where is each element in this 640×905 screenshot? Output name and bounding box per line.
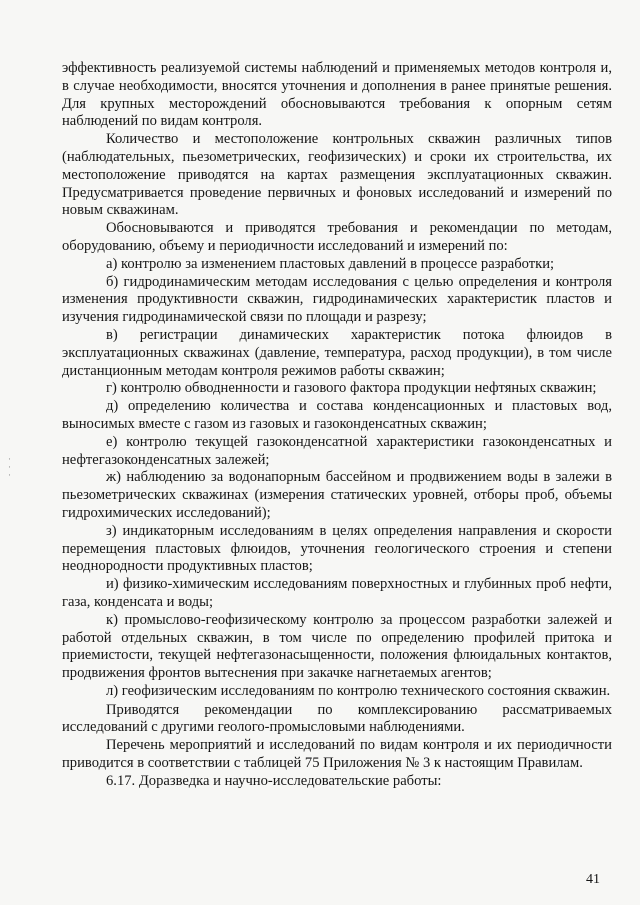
document-body — [62, 60, 612, 791]
paragraph-list-of-measures: Перечень мероприятий и исследований по видам контроля и их периодичности приводится в соответствии с таблицей 75 Приложения № 3 к настоящим Правилам. — [62, 737, 612, 772]
list-item-d: д) определению количества и состава конденсационных и пластовых вод, выносимых вместе с газом из газовых и газоконденсатных скважин; — [62, 398, 612, 432]
paragraph-control-wells: Количество и местоположение контрольных скважин различных типов (наблюдательных, пьезометрических, геофизических) и сроки их строительства, их местоположение приводятся на картах размещения эксплуатационных скважин. Предусматривается проведение первичных и фоновых исследований и измерений по новым скважинам. — [62, 131, 612, 219]
paragraph-recommendations: Приводятся рекомендации по комплексированию рассматриваемых исследований с другими геолого-промысловыми наблюдениями. — [62, 701, 612, 736]
scan-margin-mark: · · · — [8, 454, 11, 480]
list-item-a: а) контролю за изменением пластовых давлений в процессе разработки; — [106, 255, 555, 272]
page-number: 41 — [586, 872, 600, 887]
section-6-17-heading: 6.17. Доразведка и научно-исследовательские работы: — [106, 772, 442, 789]
list-item-e: е) контролю текущей газоконденсатной характеристики газоконденсатных и нефтегазоконденсатных залежей; — [62, 433, 612, 468]
list-item-g: г) контролю обводненности и газового фактора продукции нефтяных скважин; — [106, 380, 597, 397]
list-item-v: в) регистрации динамических характеристик потока флюидов в эксплуатационных скважинах (давление, температура, расход продукции), в том числе дистанционным методам контроля режимов работы скважин; — [62, 326, 612, 379]
list-item-b: б) гидродинамическим методам исследования с целью определения и контроля изменения продуктивности скважин, гидродинамических характеристик пластов и изучения гидродинамической связи по площади и разрезу; — [62, 273, 612, 326]
paragraph-requirements-intro: Обосновываются и приводятся требования и рекомендации по методам, оборудованию, объему и периодичности исследований и измерений по: — [62, 220, 612, 254]
paragraph-continuation: эффективность реализуемой системы наблюдений и применяемых методов контроля и, в случае необходимости, вносятся уточнения и дополнения в ранее принятые решения. Для крупных месторождений обосновываются требования к опорным сетям наблюдений по видам контроля. — [62, 60, 612, 130]
list-item-i: и) физико-химическим исследованиям поверхностных и глубинных проб нефти, газа, конденсата и воды; — [62, 576, 612, 610]
list-item-l: л) геофизическим исследованиям по контролю технического состояния скважин. — [106, 682, 611, 699]
list-item-k: к) промыслово-геофизическому контролю за процессом разработки залежей и работой отдельных скважин, в том числе по определению профилей притока и приемистости, текущей нефтегазонасыщенности, положения флюидальных контактов, продвижения фронтов вытеснения при закачке нагнетаемых агентов; — [62, 611, 612, 682]
list-item-z: з) индикаторным исследованиям в целях определения направления и скорости перемещения пластовых флюидов, уточнения геологического строения и степени неоднородности продуктивных пластов; — [62, 522, 612, 575]
list-item-zh: ж) наблюдению за водонапорным бассейном и продвижением воды в залежи в пьезометрических скважинах (измерения статических уровней, отборы проб, объемы гидрохимических исследований); — [62, 469, 612, 521]
